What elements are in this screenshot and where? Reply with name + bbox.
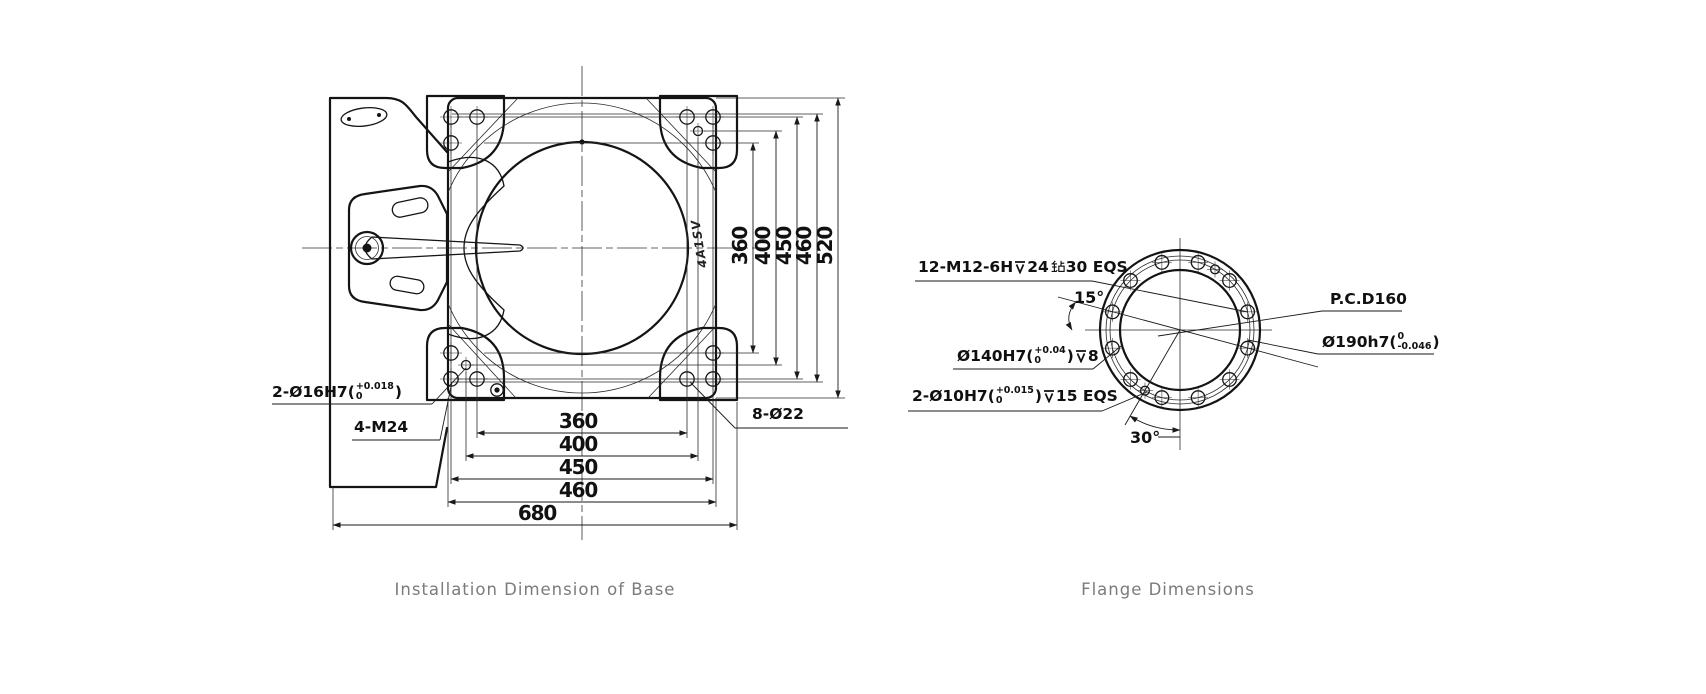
- flange-angle-15-label: 15°: [1074, 288, 1105, 307]
- dim-bottom-450: 450: [558, 455, 598, 479]
- corner-pad-bottom-right: [660, 328, 737, 400]
- flange-angle-30-label: 30°: [1130, 428, 1161, 447]
- base-view-caption: Installation Dimension of Base: [394, 580, 676, 599]
- base-drawing: [272, 66, 848, 540]
- flange-view-caption: Flange Dimensions: [1081, 580, 1255, 599]
- dim-bottom-680: 680: [517, 501, 557, 525]
- casting-mark: 4A1SV: [688, 218, 710, 269]
- dim-right-460: 460: [792, 226, 816, 266]
- dim-bottom-400: 400: [558, 432, 598, 456]
- top-center-mark: [579, 139, 584, 144]
- depth-symbol-icon: [1014, 260, 1026, 274]
- base-thread-note: 4-M24: [354, 418, 409, 436]
- dim-right-450: 450: [772, 226, 796, 266]
- dim-right-400: 400: [751, 226, 775, 266]
- depth-symbol-icon: [1075, 349, 1087, 363]
- back-plate-slot: [340, 105, 388, 128]
- base-hole-note: 8-Ø22: [752, 405, 804, 423]
- dim-right-520: 520: [813, 226, 837, 266]
- dim-bottom-460: 460: [558, 478, 598, 502]
- flange-od-note: Ø190h7( 0 -0.046 ): [1322, 331, 1440, 353]
- dim-bottom-360: 360: [558, 409, 598, 433]
- flange-bore-note: Ø140H7( +0.04 0 ) 8: [957, 345, 1099, 367]
- flange-pcd-note: P.C.D160: [1330, 290, 1407, 308]
- bottom-extension-lines: [333, 124, 737, 530]
- flange-thread-note: 12-M12-6H 24 30 EQS: [918, 258, 1128, 276]
- bracket-slot-upper: [391, 196, 429, 218]
- depth-symbol-icon: [1043, 389, 1055, 403]
- dim-right-360: 360: [728, 226, 752, 266]
- base-pin-hole-note: 2-Ø16H7( +0.018 0 ): [272, 381, 402, 403]
- drill-character-glyph: [1050, 259, 1065, 275]
- flange-pin-note: 2-Ø10H7( +0.015 0 ) 15 EQS: [912, 385, 1118, 407]
- corner-pad-top-right: [660, 96, 737, 168]
- bracket-slot-lower: [389, 275, 425, 295]
